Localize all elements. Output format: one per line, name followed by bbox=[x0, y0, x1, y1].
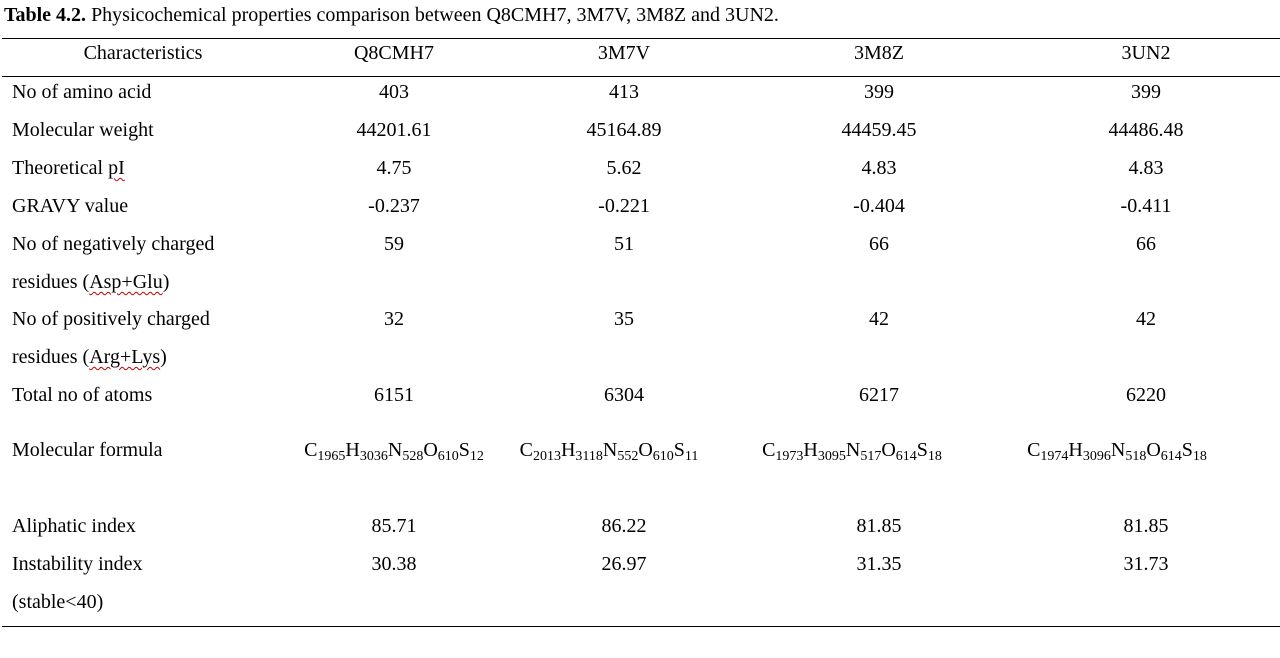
table-cell: 4.83 bbox=[861, 157, 897, 179]
element-symbol: O bbox=[423, 439, 438, 461]
element-symbol: H bbox=[345, 439, 360, 461]
table-cell: 42 bbox=[869, 308, 889, 330]
element-symbol: S bbox=[673, 439, 685, 461]
element-symbol: S bbox=[916, 439, 928, 461]
element-symbol: N bbox=[602, 439, 618, 461]
table-cell: 6220 bbox=[1126, 384, 1166, 406]
element-count: 614 bbox=[895, 449, 917, 464]
row-label-molecular-weight: Molecular weight bbox=[12, 119, 154, 141]
element-count: 18 bbox=[1192, 449, 1207, 464]
element-symbol: N bbox=[845, 439, 861, 461]
table-caption-text: Physicochemical properties comparison between Q8CMH7, 3M7V, 3M8Z and 3UN2. bbox=[91, 4, 779, 26]
table-cell: 51 bbox=[614, 233, 634, 255]
element-count: 11 bbox=[684, 449, 699, 464]
element-symbol: C bbox=[1027, 439, 1041, 461]
element-count: 610 bbox=[652, 449, 674, 464]
element-symbol: O bbox=[1146, 439, 1161, 461]
table-cell: 4.83 bbox=[1128, 157, 1164, 179]
element-count: 3118 bbox=[575, 449, 603, 464]
table-cell: -0.237 bbox=[368, 195, 420, 217]
element-count: 517 bbox=[860, 449, 882, 464]
table-cell: -0.221 bbox=[598, 195, 650, 217]
element-symbol: N bbox=[1110, 439, 1126, 461]
element-count: 528 bbox=[402, 449, 424, 464]
spellcheck-word: Asp+Glu bbox=[89, 271, 163, 293]
element-symbol: H bbox=[560, 439, 576, 461]
row-label-molecular-formula: Molecular formula bbox=[12, 439, 163, 461]
element-count: 1974 bbox=[1040, 449, 1069, 464]
element-count: 3095 bbox=[817, 449, 846, 464]
table-cell: 44201.61 bbox=[356, 119, 432, 141]
table-cell: 6217 bbox=[859, 384, 899, 406]
spellcheck-word: pI bbox=[108, 157, 125, 179]
table-cell: 81.85 bbox=[1123, 515, 1169, 537]
table-cell: 35 bbox=[614, 308, 634, 330]
table-cell: 44459.45 bbox=[841, 119, 917, 141]
table-cell: -0.411 bbox=[1120, 195, 1172, 217]
element-count: 518 bbox=[1125, 449, 1147, 464]
header-3un2: 3UN2 bbox=[1121, 42, 1171, 64]
table-cell: 86.22 bbox=[601, 515, 647, 537]
formula-3m8z bbox=[762, 437, 942, 463]
table-cell: 81.85 bbox=[856, 515, 902, 537]
element-count: 18 bbox=[927, 449, 942, 464]
table-cell: 4.75 bbox=[376, 157, 412, 179]
row-label-positive-residues-line2 bbox=[12, 344, 167, 370]
table-cell: -0.404 bbox=[853, 195, 905, 217]
row-label-text: Theoretical bbox=[12, 157, 109, 179]
element-count: 1965 bbox=[317, 449, 346, 464]
row-label-gravy: GRAVY value bbox=[12, 195, 129, 217]
table-label: Table 4.2. bbox=[4, 4, 87, 26]
row-label-instability-index: Instability index bbox=[12, 553, 143, 575]
header-characteristics: Characteristics bbox=[83, 42, 203, 64]
row-label-negative-residues-line2 bbox=[12, 269, 169, 295]
element-count: 1973 bbox=[775, 449, 804, 464]
element-count: 2013 bbox=[532, 449, 561, 464]
formula-q8cmh7 bbox=[304, 437, 484, 463]
row-label-positive-residues: No of positively charged bbox=[12, 308, 210, 330]
table-cell: 5.62 bbox=[606, 157, 642, 179]
table-cell: 403 bbox=[379, 81, 409, 103]
element-count: 3036 bbox=[359, 449, 388, 464]
table-caption bbox=[4, 2, 779, 28]
row-label-theoretical-pi bbox=[12, 155, 125, 181]
row-label-amino-acid: No of amino acid bbox=[12, 81, 152, 103]
row-label-aliphatic-index: Aliphatic index bbox=[12, 515, 136, 537]
formula-3un2 bbox=[1027, 437, 1207, 463]
element-count: 12 bbox=[469, 449, 484, 464]
table-cell: 6151 bbox=[374, 384, 414, 406]
element-symbol: C bbox=[762, 439, 776, 461]
row-label-text: residues ( bbox=[12, 346, 90, 368]
element-symbol: H bbox=[1068, 439, 1083, 461]
header-3m7v: 3M7V bbox=[597, 42, 651, 64]
table-cell: 31.35 bbox=[856, 553, 902, 575]
table-cell: 85.71 bbox=[371, 515, 417, 537]
table-cell: 413 bbox=[609, 81, 639, 103]
table-cell: 66 bbox=[869, 233, 889, 255]
table-cell: 30.38 bbox=[371, 553, 417, 575]
element-symbol: C bbox=[519, 439, 533, 461]
table-cell: 26.97 bbox=[601, 553, 647, 575]
element-symbol: H bbox=[803, 439, 818, 461]
row-label-text: ) bbox=[160, 346, 167, 368]
row-label-negative-residues: No of negatively charged bbox=[12, 233, 215, 255]
table-cell: 6304 bbox=[604, 384, 644, 406]
element-symbol: N bbox=[387, 439, 403, 461]
table-cell: 45164.89 bbox=[586, 119, 662, 141]
formula-3m7v bbox=[520, 437, 699, 463]
table-cell: 31.73 bbox=[1123, 553, 1169, 575]
element-count: 610 bbox=[437, 449, 459, 464]
element-symbol: O bbox=[881, 439, 896, 461]
row-label-instability-index-line2: (stable<40) bbox=[12, 591, 104, 613]
table-cell: 59 bbox=[384, 233, 404, 255]
element-count: 614 bbox=[1160, 449, 1182, 464]
table-cell: 32 bbox=[384, 308, 404, 330]
element-count: 552 bbox=[617, 449, 639, 464]
element-symbol: C bbox=[304, 439, 318, 461]
top-rule bbox=[2, 38, 1280, 39]
spellcheck-word: Arg+Lys bbox=[89, 346, 161, 368]
header-rule bbox=[2, 76, 1280, 77]
table-cell: 44486.48 bbox=[1108, 119, 1184, 141]
element-symbol: S bbox=[1181, 439, 1193, 461]
table-cell: 66 bbox=[1136, 233, 1156, 255]
element-count: 3096 bbox=[1082, 449, 1111, 464]
element-symbol: S bbox=[458, 439, 470, 461]
header-3m8z: 3M8Z bbox=[854, 42, 904, 64]
table-cell: 42 bbox=[1136, 308, 1156, 330]
row-label-text: ) bbox=[162, 271, 170, 293]
table-cell: 399 bbox=[864, 81, 894, 103]
row-label-total-atoms: Total no of atoms bbox=[12, 384, 153, 406]
row-label-text: residues ( bbox=[12, 271, 90, 293]
element-symbol: O bbox=[638, 439, 653, 461]
header-q8cmh7: Q8CMH7 bbox=[353, 42, 435, 64]
table-cell: 399 bbox=[1131, 81, 1161, 103]
bottom-rule bbox=[2, 626, 1280, 627]
